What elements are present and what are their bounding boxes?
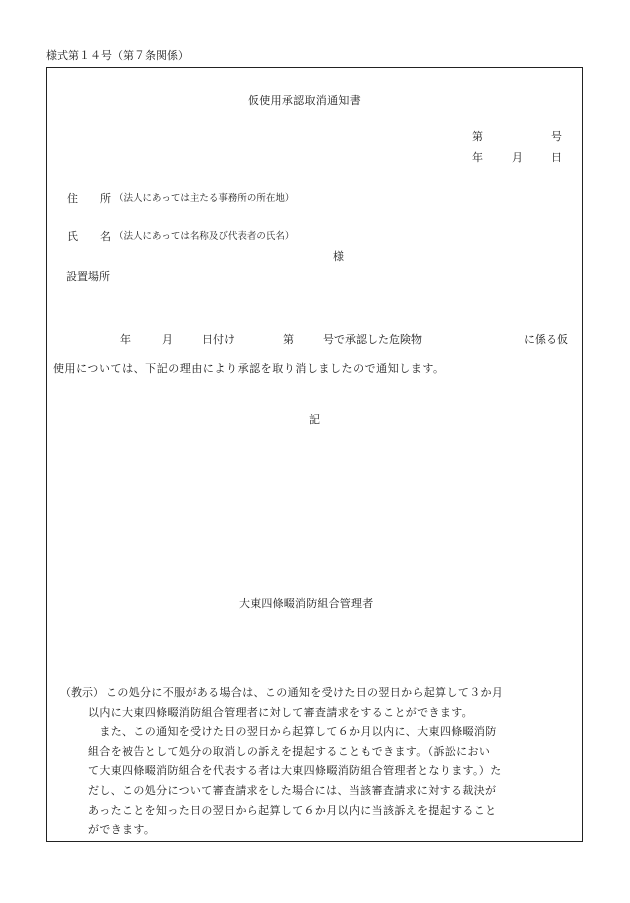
notice-line: 組合を被告として処分の取消しの訴えを提起することもできます。（訴訟におい: [88, 744, 491, 758]
doc-date-day: 日: [551, 151, 562, 164]
notice-line: ができます。: [88, 823, 156, 837]
notice-block: [60, 683, 580, 840]
document-title: 仮使用承認取消通知書: [248, 94, 361, 107]
doc-number-dai: 第: [472, 130, 483, 143]
doc-date-month: 月: [512, 151, 523, 164]
form-number: 様式第１４号（第７条関係）: [46, 49, 189, 62]
notice-label: （教示）: [60, 686, 104, 699]
body-month: 月: [162, 333, 173, 346]
doc-date-year: 年: [472, 151, 483, 164]
body-dai: 第: [283, 333, 294, 346]
install-location-label: 設置場所: [66, 270, 110, 283]
address-label: 住 所: [67, 192, 111, 205]
notice-line: あったことを知った日の翌日から起算して６か月以内に当該訴えを提起すること: [88, 803, 497, 817]
body-line-2: 使用については、下記の理由により承認を取り消しましたので通知します。: [53, 362, 445, 375]
body-dated: 日付け: [202, 333, 235, 346]
body-approved-hazmat: 号で承認した危険物: [323, 333, 422, 346]
notice-line: だし、この処分について審査請求をした場合には、当該審査請求に対する裁決が: [88, 783, 497, 797]
name-label: 氏 名: [67, 230, 111, 243]
body-year: 年: [120, 333, 131, 346]
notice-line: て大東四條畷消防組合を代表する者は大東四條畷消防組合管理者となります。）た: [88, 764, 502, 778]
body-relating: に係る仮: [524, 333, 568, 346]
issuer-name: 大東四條畷消防組合管理者: [239, 597, 374, 610]
ki-heading: 記: [309, 413, 320, 426]
sama-honorific: 様: [333, 250, 344, 263]
address-note: （法人にあっては主たる事務所の所在地）: [114, 193, 295, 204]
notice-line: また、この通知を受けた日の翌日から起算して６か月以内に、大東四條畷消防: [88, 725, 497, 739]
notice-line: [60, 683, 580, 703]
name-note: （法人にあっては名称及び代表者の氏名）: [114, 231, 295, 242]
notice-line: 以内に大東四條畷消防組合管理者に対して審査請求をすることができます。: [88, 705, 474, 719]
doc-number-go: 号: [551, 130, 562, 143]
notice-line-text: この処分に不服がある場合は、この通知を受けた日の翌日から起算して３か月: [106, 686, 504, 699]
